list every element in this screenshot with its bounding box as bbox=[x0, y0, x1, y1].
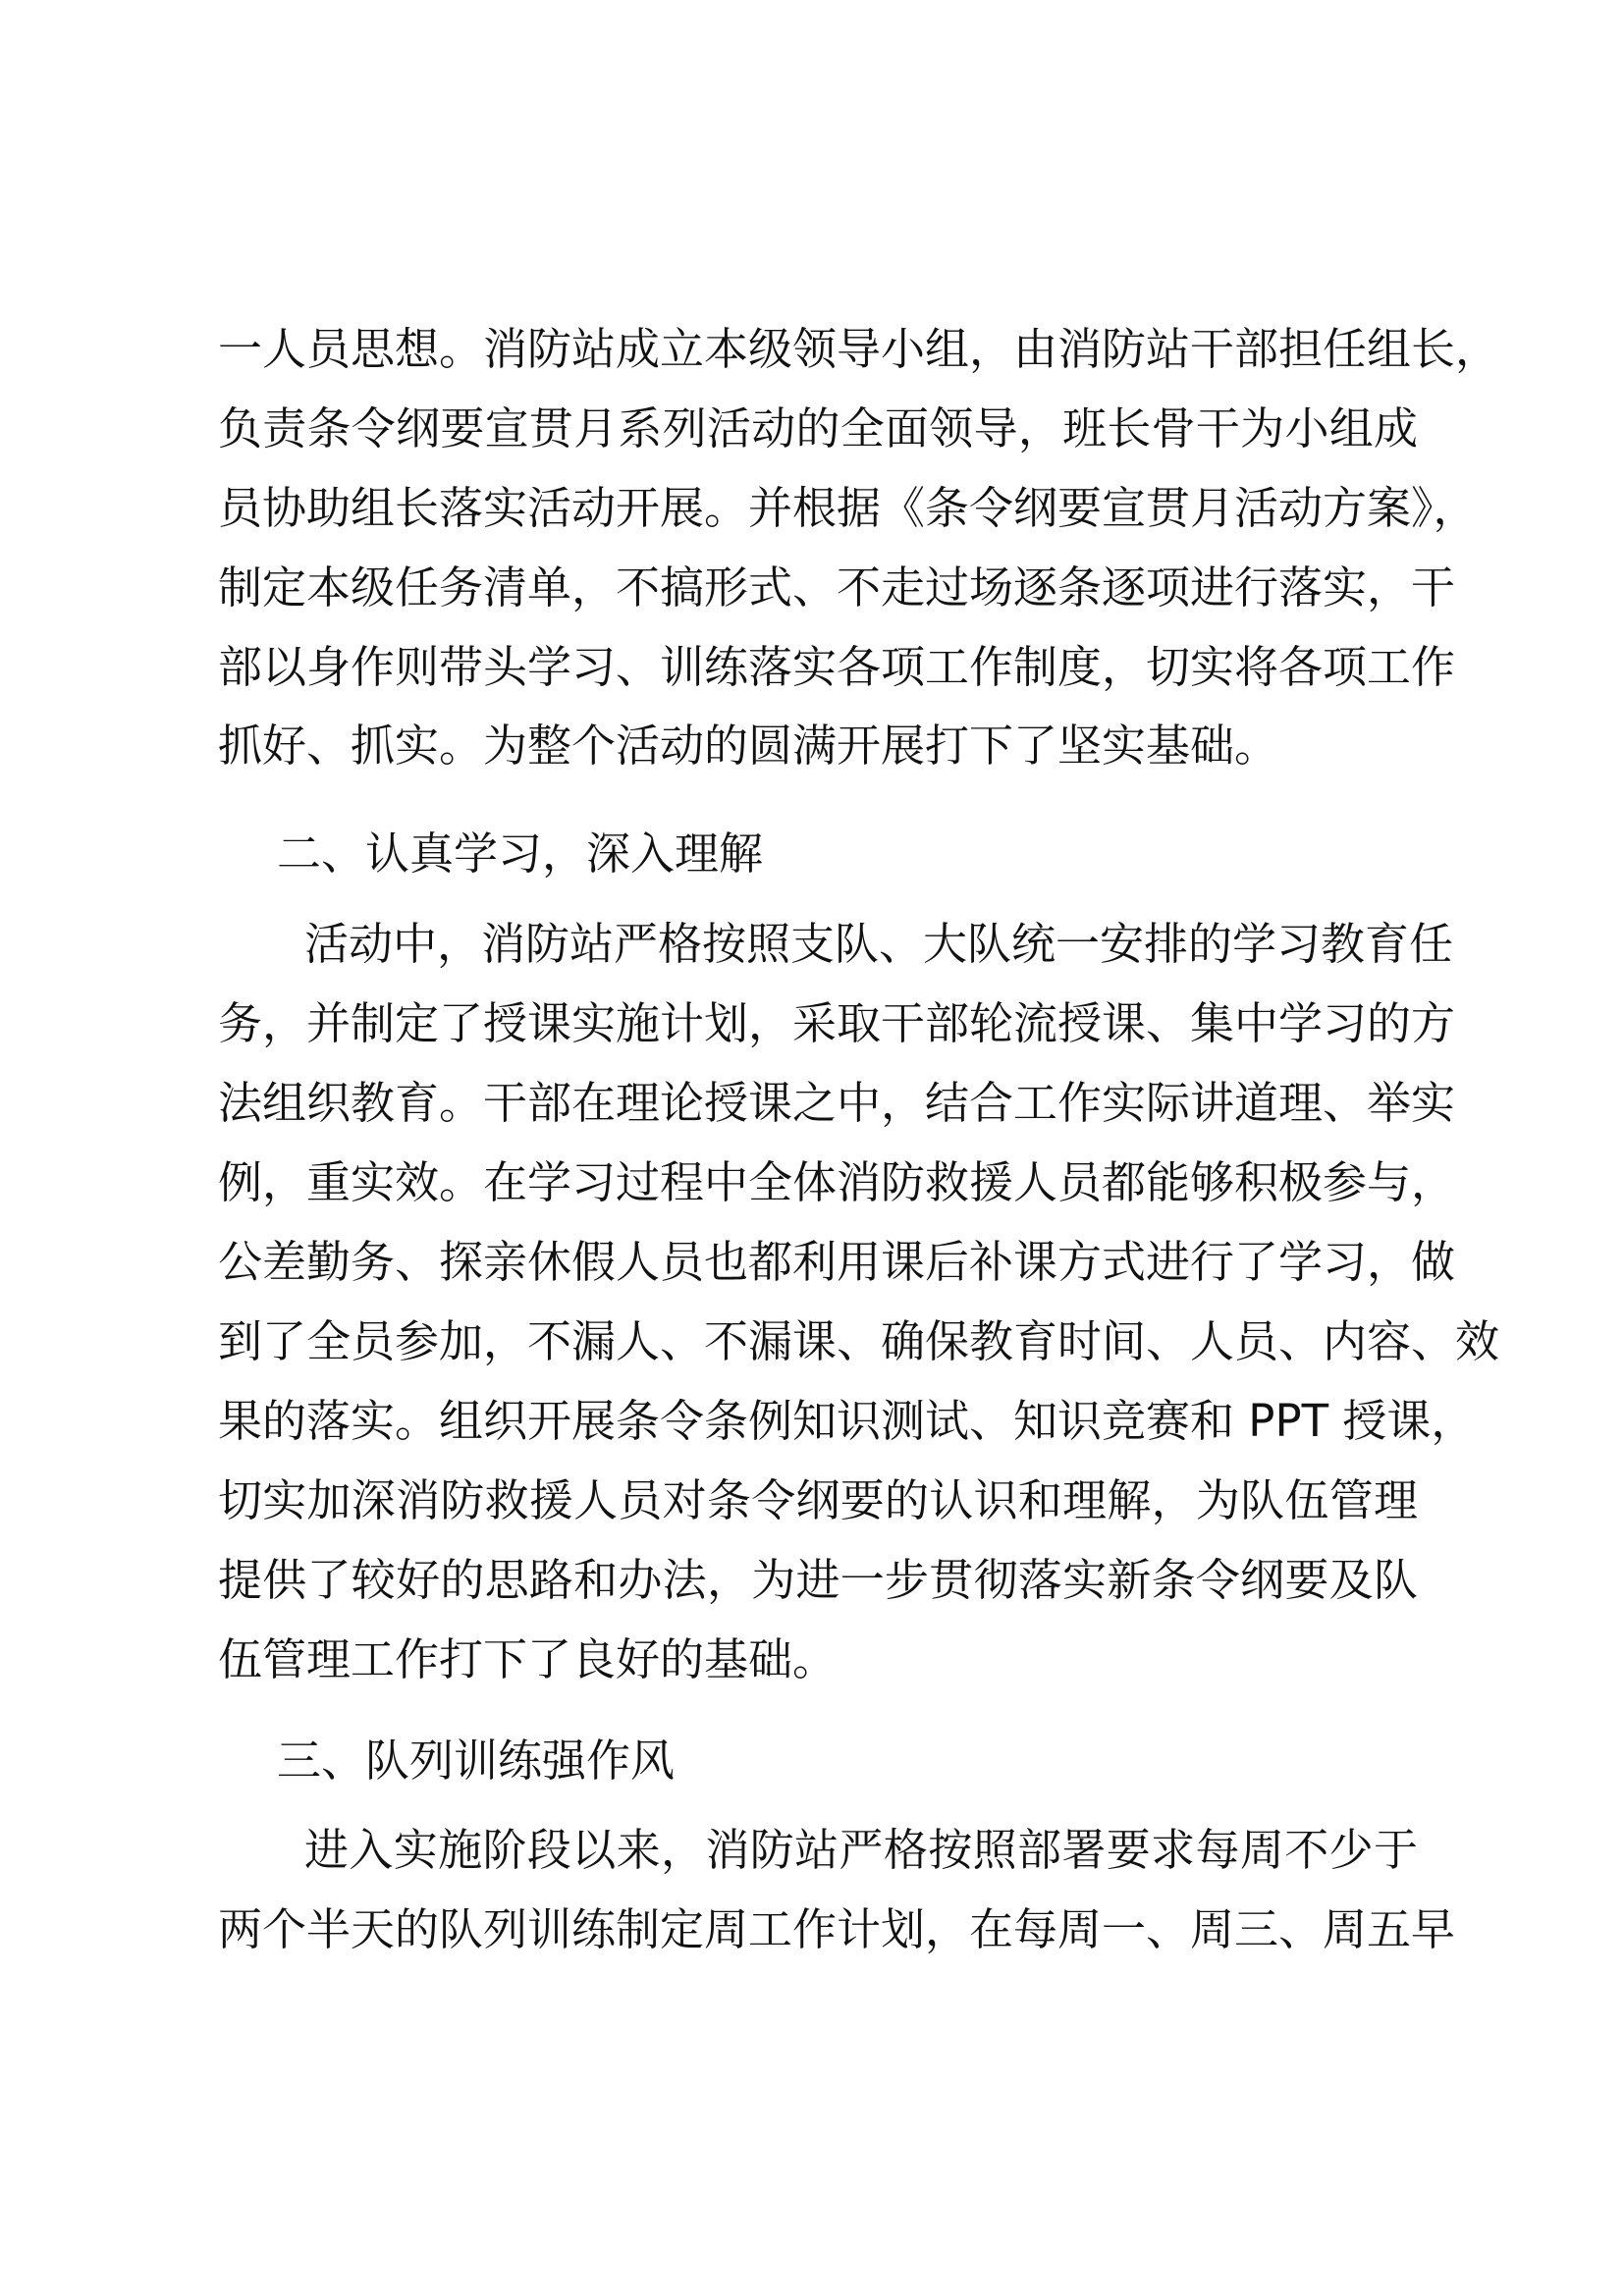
text-line-10: 法组织教育。干部在理论授课之中，结合工作实际讲道理、举实 bbox=[218, 1077, 1456, 1129]
text-line-9: 务，并制定了授课实施计划，采取干部轮流授课、集中学习的方 bbox=[218, 997, 1456, 1049]
section-heading-3: 三、队列训练强作风 bbox=[277, 1735, 676, 1787]
text-line-3: 员协助组长落实活动开展。并根据《条令纲要宣贯月活动方案》， bbox=[218, 482, 1478, 534]
text-line-4: 制定本级任务清单，不搞形式、不走过场逐条逐项进行落实，干 bbox=[218, 561, 1456, 614]
text-line-16: 提供了较好的思路和办法，为进一步贯彻落实新条令纲要及队 bbox=[218, 1554, 1418, 1606]
text-line-2: 负责条令纲要宣贯月系列活动的全面领导，班长骨干为小组成 bbox=[218, 402, 1418, 454]
text-line-12: 公差勤务、探亲休假人员也都利用课后补课方式进行了学习，做 bbox=[218, 1236, 1456, 1288]
text-line-11: 例，重实效。在学习过程中全体消防救援人员都能够积极参与， bbox=[218, 1156, 1456, 1208]
text-line-8: 活动中，消防站严格按照支队、大队统一安排的学习教育任 bbox=[304, 918, 1454, 970]
text-line-19: 进入实施阶段以来，消防站严格按照部署要求每周不少于 bbox=[304, 1824, 1418, 1876]
text-line-17: 伍管理工作打下了良好的基础。 bbox=[218, 1633, 838, 1685]
text-line-20: 两个半天的队列训练制定周工作计划，在每周一、周三、周五早 bbox=[218, 1903, 1456, 1955]
section-heading-2: 二、认真学习，深入理解 bbox=[277, 828, 764, 880]
text-line-6: 抓好、抓实。为整个活动的圆满开展打下了坚实基础。 bbox=[218, 720, 1279, 772]
text-line-14: 果的落实。组织开展条令条例知识测试、知识竞赛和 PPT 授课， bbox=[218, 1395, 1476, 1447]
text-line-15: 切实加深消防救援人员对条令纲要的认识和理解，为队伍管理 bbox=[218, 1474, 1418, 1526]
text-line-1: 一人员思想。消防站成立本级领导小组，由消防站干部担任组长， bbox=[218, 323, 1500, 375]
text-line-13: 到了全员参加，不漏人、不漏课、确保教育时间、人员、内容、效 bbox=[218, 1315, 1500, 1367]
text-line-5: 部以身作则带头学习、训练落实各项工作制度，切实将各项工作 bbox=[218, 641, 1456, 693]
